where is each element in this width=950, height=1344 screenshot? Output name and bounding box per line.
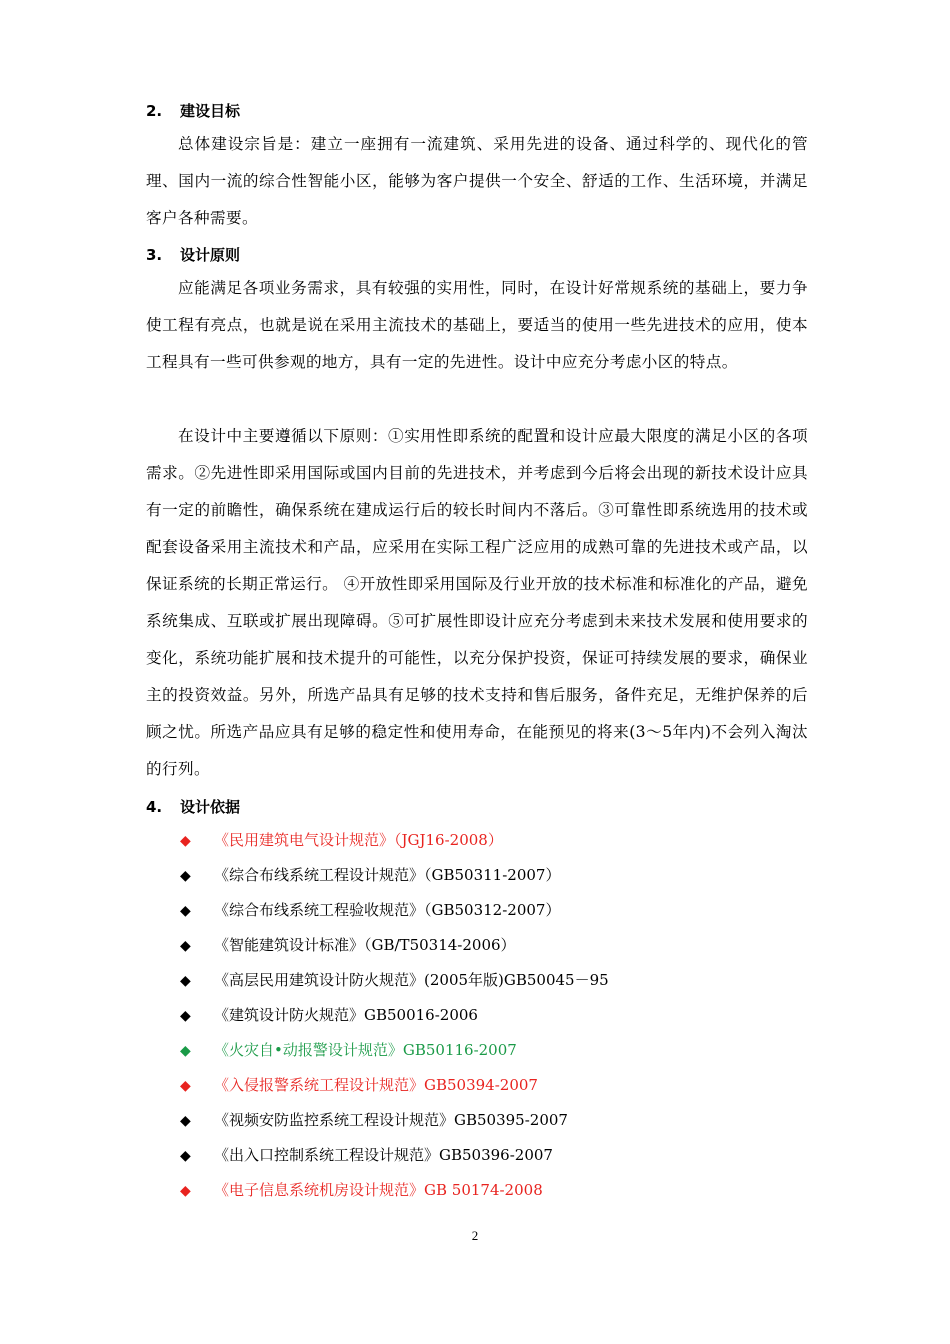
goal-paragraph: 总体建设宗旨是：建立一座拥有一流建筑、采用先进的设备、通过科学的、现代化的管理、国内一流的综合性智能小区，能够为客户提供一个安全、舒适的工作、生活环境，并满足客户各种需要。 <box>146 135 808 227</box>
reference-item <box>180 1073 538 1097</box>
diamond-bullet-icon: ◆ <box>180 1148 191 1164</box>
section-heading-principles <box>146 245 240 265</box>
diamond-bullet-icon: ◆ <box>180 973 191 989</box>
reference-text: 《综合布线系统工程验收规范》（GB50312-2007） <box>214 901 561 919</box>
reference-text: 《入侵报警系统工程设计规范》GB50394-2007 <box>214 1076 538 1094</box>
reference-text: 《火灾自•动报警设计规范》GB50116-2007 <box>214 1041 517 1059</box>
reference-item <box>180 863 560 887</box>
diamond-bullet-icon: ◆ <box>180 868 191 884</box>
diamond-bullet-icon: ◆ <box>180 1113 191 1129</box>
reference-item <box>180 968 609 992</box>
reference-text: 《电子信息系统机房设计规范》GB 50174-2008 <box>214 1181 543 1199</box>
reference-item <box>180 828 503 852</box>
section-number: 3. <box>146 246 163 264</box>
reference-item <box>180 1003 478 1027</box>
diamond-bullet-icon: ◆ <box>180 903 191 919</box>
principles-paragraph-2: 在设计中主要遵循以下原则：①实用性即系统的配置和设计应最大限度的满足小区的各项需求。②先进性即采用国际或国内目前的先进技术，并考虑到今后将会出现的新技术设计应具有一定的前瞻性，确保系统在建成运行后的较长时间内不落后。③可靠性即系统选用的技术或配套设备采用主流技术和产品，应采用在实际工程广泛应用的成熟可靠的先进技术或产品，以保证系统的长期正常运行。 ④开放性即采用国际及行业开放的技术标准和标准化的产品，避免系统集成、互联或扩展出现障碍。⑤可扩展性即设计应充分考虑到未来技术发展和使用要求的变化，系统功能扩展和技术提升的可能性，以充分保护投资，保证可持续发展的要求，确保业主的投资效益。另外，所选产品具有足够的技术支持和售后服务，备件充足，无维护保养的后顾之忧。所选产品应具有足够的稳定性和使用寿命，在能预见的将来(3～5年内)不会列入淘汰的行列。 <box>146 427 808 778</box>
reference-text: 《智能建筑设计标准》（GB/T50314-2006） <box>214 936 516 954</box>
section-number: 2. <box>146 102 163 120</box>
section-heading-goal <box>146 101 240 121</box>
reference-item <box>180 898 560 922</box>
reference-item <box>180 1038 517 1062</box>
reference-item <box>180 1108 568 1132</box>
reference-item <box>180 1143 553 1167</box>
diamond-bullet-icon: ◆ <box>180 833 191 849</box>
reference-item <box>180 933 516 957</box>
reference-text: 《视频安防监控系统工程设计规范》GB50395-2007 <box>214 1111 568 1129</box>
reference-text: 《建筑设计防火规范》GB50016-2006 <box>214 1006 478 1024</box>
diamond-bullet-icon: ◆ <box>180 1043 191 1059</box>
section-title: 建设目标 <box>180 102 241 120</box>
diamond-bullet-icon: ◆ <box>180 1183 191 1199</box>
reference-text: 《高层民用建筑设计防火规范》(2005年版)GB50045－95 <box>214 971 609 989</box>
section-heading-basis <box>146 797 240 817</box>
diamond-bullet-icon: ◆ <box>180 1078 191 1094</box>
section-number: 4. <box>146 798 163 816</box>
principles-paragraph-1: 应能满足各项业务需求，具有较强的实用性，同时，在设计好常规系统的基础上，要力争使工程有亮点，也就是说在采用主流技术的基础上，要适当的使用一些先进技术的应用，使本工程具有一些可供参观的地方，具有一定的先进性。设计中应充分考虑小区的特点。 <box>146 279 808 371</box>
section-title: 设计依据 <box>180 798 241 816</box>
diamond-bullet-icon: ◆ <box>180 1008 191 1024</box>
section-title: 设计原则 <box>180 246 241 264</box>
reference-text: 《民用建筑电气设计规范》（JGJ16-2008） <box>214 831 503 849</box>
page-number: 2 <box>471 1228 479 1243</box>
diamond-bullet-icon: ◆ <box>180 938 191 954</box>
reference-text: 《出入口控制系统工程设计规范》GB50396-2007 <box>214 1146 553 1164</box>
reference-text: 《综合布线系统工程设计规范》（GB50311-2007） <box>214 866 561 884</box>
reference-item <box>180 1178 543 1202</box>
